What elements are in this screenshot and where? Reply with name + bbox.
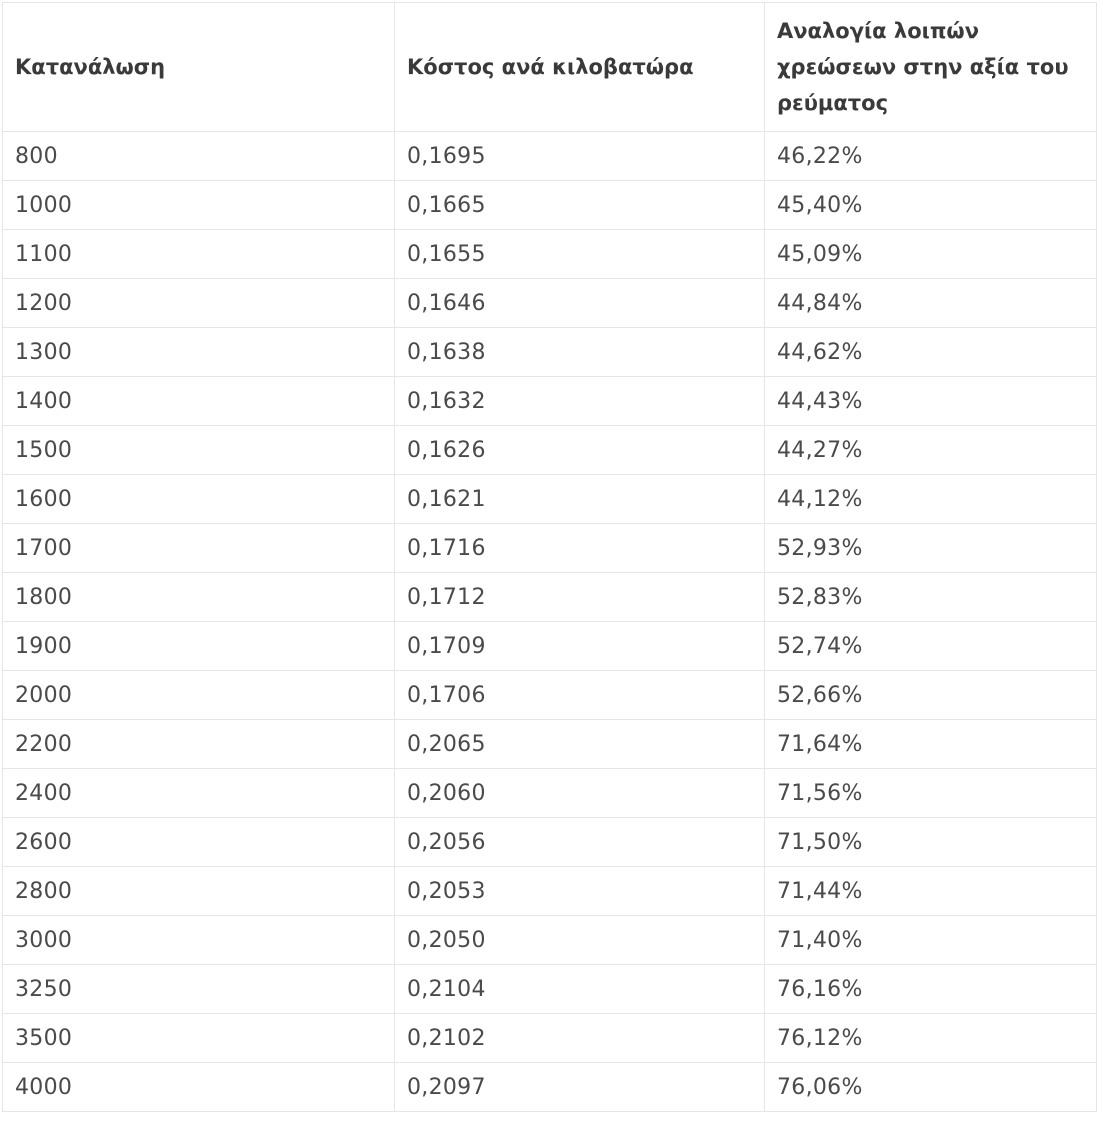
table-body [3, 132, 1097, 1112]
cell-other-charges-ratio: 71,64% [765, 720, 1097, 769]
table-header [3, 3, 1097, 132]
cell-consumption: 1900 [3, 622, 395, 671]
cell-cost-per-kwh: 0,2102 [395, 1014, 765, 1063]
cell-consumption: 2800 [3, 867, 395, 916]
cell-other-charges-ratio: 44,43% [765, 377, 1097, 426]
cell-other-charges-ratio: 46,22% [765, 132, 1097, 181]
cell-consumption: 1200 [3, 279, 395, 328]
cell-consumption: 3500 [3, 1014, 395, 1063]
cell-consumption: 4000 [3, 1063, 395, 1112]
cell-consumption: 800 [3, 132, 395, 181]
cell-consumption: 3000 [3, 916, 395, 965]
table-row [3, 377, 1097, 426]
cell-consumption: 1600 [3, 475, 395, 524]
cell-cost-per-kwh: 0,2097 [395, 1063, 765, 1112]
cell-consumption: 1000 [3, 181, 395, 230]
table-row [3, 1063, 1097, 1112]
cell-cost-per-kwh: 0,1632 [395, 377, 765, 426]
table-row [3, 671, 1097, 720]
table-row [3, 181, 1097, 230]
cell-cost-per-kwh: 0,2050 [395, 916, 765, 965]
cell-other-charges-ratio: 44,62% [765, 328, 1097, 377]
cell-other-charges-ratio: 71,40% [765, 916, 1097, 965]
cell-other-charges-ratio: 44,27% [765, 426, 1097, 475]
table-row [3, 328, 1097, 377]
cell-cost-per-kwh: 0,1626 [395, 426, 765, 475]
table-row [3, 573, 1097, 622]
header-consumption: Κατανάλωση [3, 3, 395, 132]
cell-other-charges-ratio: 44,84% [765, 279, 1097, 328]
cell-other-charges-ratio: 52,74% [765, 622, 1097, 671]
cell-other-charges-ratio: 44,12% [765, 475, 1097, 524]
cell-cost-per-kwh: 0,2065 [395, 720, 765, 769]
cell-cost-per-kwh: 0,2053 [395, 867, 765, 916]
cell-consumption: 2600 [3, 818, 395, 867]
header-row [3, 3, 1097, 132]
cell-other-charges-ratio: 76,12% [765, 1014, 1097, 1063]
cell-cost-per-kwh: 0,1695 [395, 132, 765, 181]
cell-cost-per-kwh: 0,1655 [395, 230, 765, 279]
cell-consumption: 3250 [3, 965, 395, 1014]
table-row [3, 426, 1097, 475]
cell-other-charges-ratio: 52,83% [765, 573, 1097, 622]
cell-consumption: 1800 [3, 573, 395, 622]
table-row [3, 279, 1097, 328]
cell-cost-per-kwh: 0,1638 [395, 328, 765, 377]
cell-cost-per-kwh: 0,2056 [395, 818, 765, 867]
cell-cost-per-kwh: 0,1712 [395, 573, 765, 622]
table-row [3, 965, 1097, 1014]
header-cost-per-kwh: Κόστος ανά κιλοβατώρα [395, 3, 765, 132]
consumption-cost-table-container [2, 2, 1096, 1112]
table-row [3, 769, 1097, 818]
table-row [3, 132, 1097, 181]
cell-other-charges-ratio: 45,40% [765, 181, 1097, 230]
table-row [3, 720, 1097, 769]
cell-cost-per-kwh: 0,1665 [395, 181, 765, 230]
cell-consumption: 1700 [3, 524, 395, 573]
cell-other-charges-ratio: 71,56% [765, 769, 1097, 818]
consumption-cost-table [2, 2, 1097, 1112]
table-row [3, 524, 1097, 573]
cell-other-charges-ratio: 71,50% [765, 818, 1097, 867]
cell-cost-per-kwh: 0,2104 [395, 965, 765, 1014]
cell-consumption: 1500 [3, 426, 395, 475]
cell-other-charges-ratio: 76,06% [765, 1063, 1097, 1112]
cell-cost-per-kwh: 0,1706 [395, 671, 765, 720]
cell-cost-per-kwh: 0,1621 [395, 475, 765, 524]
cell-other-charges-ratio: 52,93% [765, 524, 1097, 573]
table-row [3, 230, 1097, 279]
table-row [3, 622, 1097, 671]
cell-other-charges-ratio: 52,66% [765, 671, 1097, 720]
cell-cost-per-kwh: 0,1646 [395, 279, 765, 328]
header-other-charges-ratio: Αναλογία λοιπών χρεώσεων στην αξία του ρεύματος [765, 3, 1097, 132]
cell-consumption: 2000 [3, 671, 395, 720]
cell-consumption: 1300 [3, 328, 395, 377]
cell-other-charges-ratio: 45,09% [765, 230, 1097, 279]
cell-cost-per-kwh: 0,1709 [395, 622, 765, 671]
cell-other-charges-ratio: 76,16% [765, 965, 1097, 1014]
table-row [3, 1014, 1097, 1063]
cell-cost-per-kwh: 0,1716 [395, 524, 765, 573]
cell-consumption: 2200 [3, 720, 395, 769]
cell-consumption: 2400 [3, 769, 395, 818]
cell-other-charges-ratio: 71,44% [765, 867, 1097, 916]
cell-cost-per-kwh: 0,2060 [395, 769, 765, 818]
table-row [3, 867, 1097, 916]
table-row [3, 475, 1097, 524]
table-row [3, 916, 1097, 965]
cell-consumption: 1100 [3, 230, 395, 279]
cell-consumption: 1400 [3, 377, 395, 426]
table-row [3, 818, 1097, 867]
